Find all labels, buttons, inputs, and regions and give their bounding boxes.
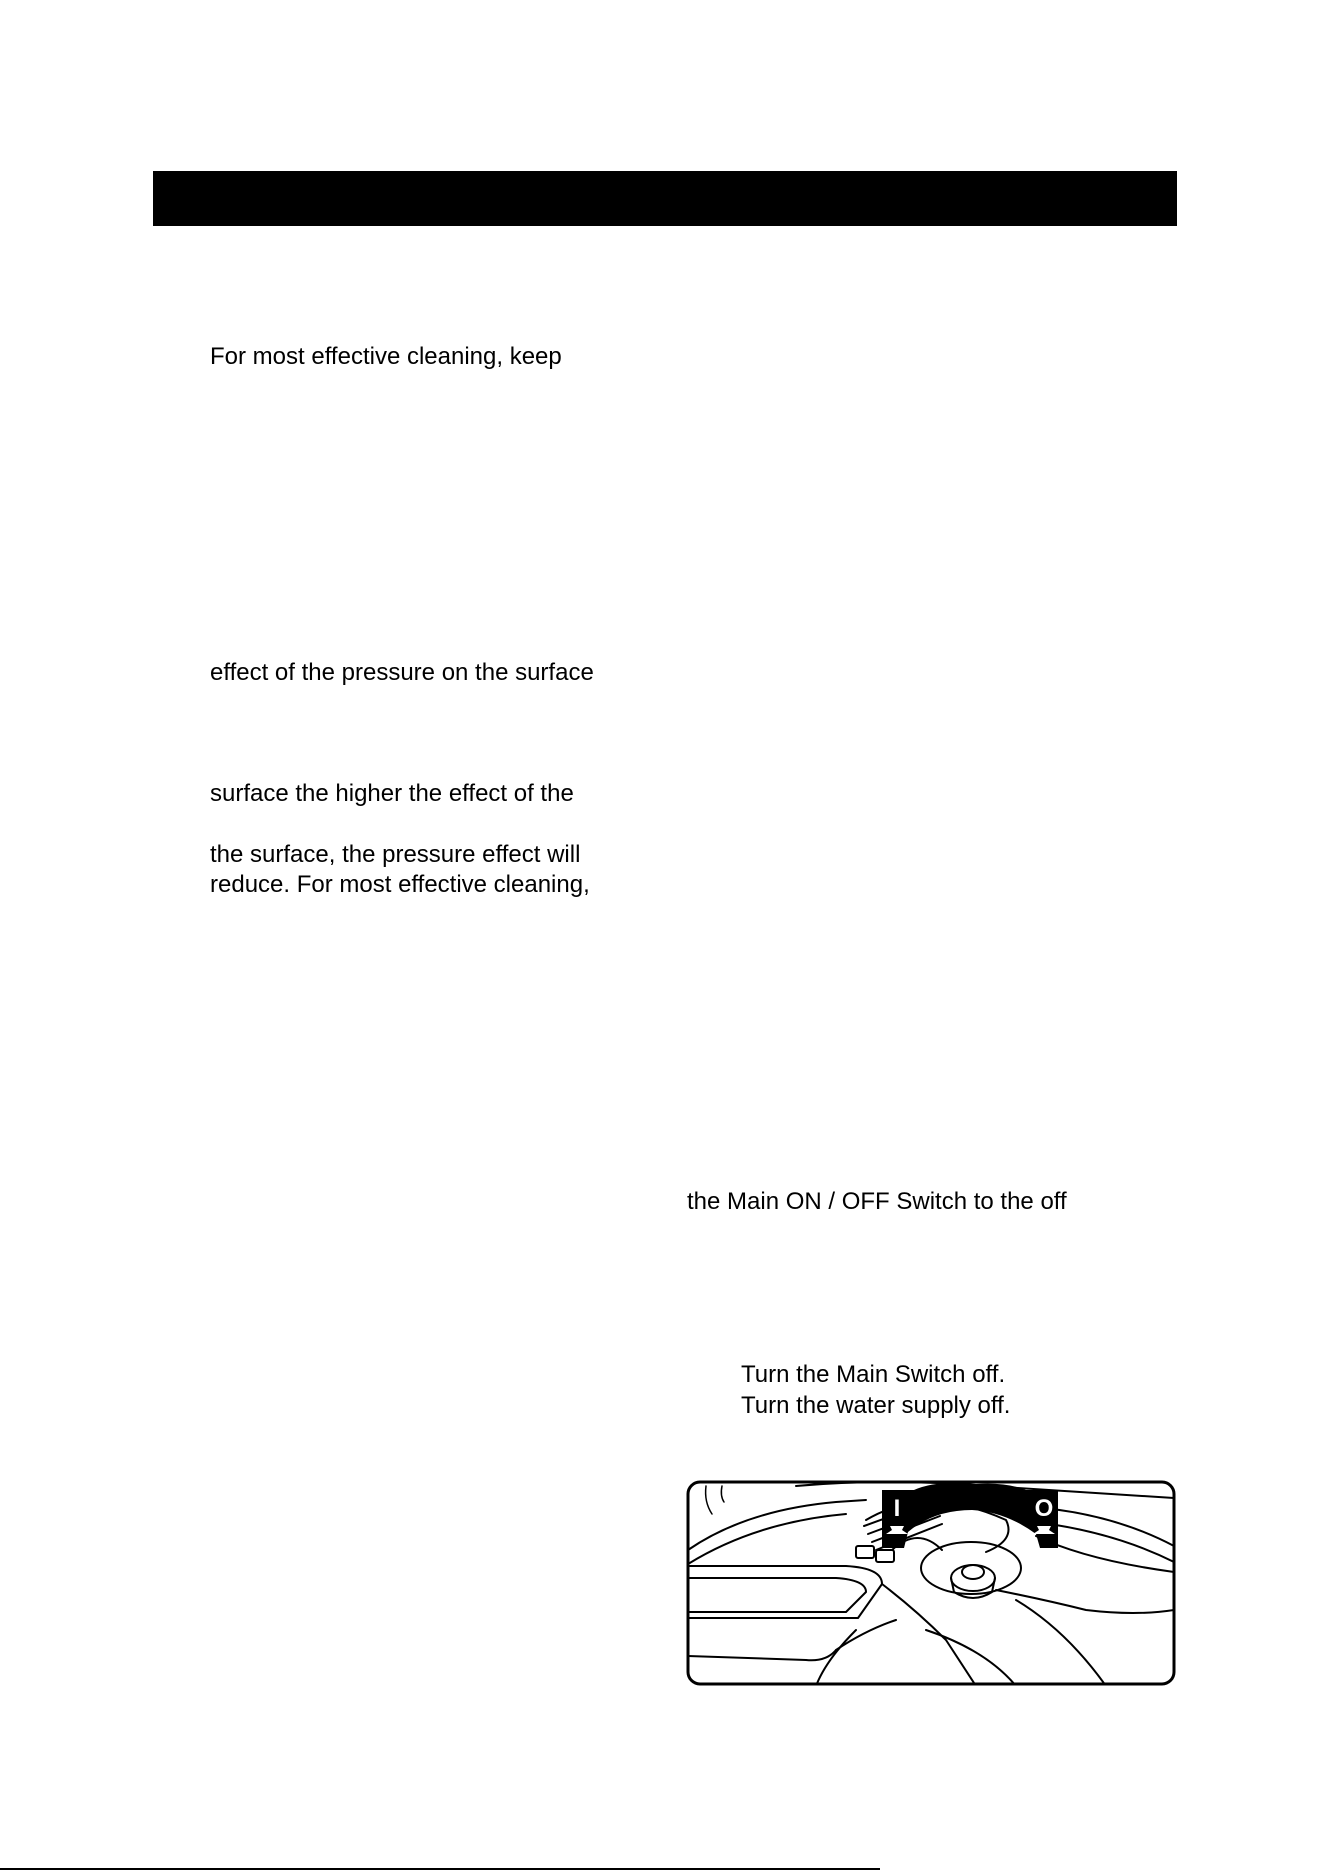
- body-text-line: the Main ON / OFF Switch to the off: [687, 1188, 1067, 1215]
- body-text-line: the surface, the pressure effect will: [210, 841, 581, 868]
- footer-rule: [0, 1868, 880, 1870]
- step-text: Turn the water supply off.: [741, 1392, 1011, 1419]
- body-text-line: reduce. For most effective cleaning,: [210, 871, 590, 898]
- on-symbol: I: [893, 1495, 901, 1522]
- main-switch-illustration: [686, 1480, 1176, 1686]
- body-text-line: For most effective cleaning, keep: [210, 343, 562, 370]
- step-text: Turn the Main Switch off.: [741, 1361, 1006, 1388]
- off-symbol: O: [1034, 1495, 1054, 1522]
- body-text-line: effect of the pressure on the surface: [210, 659, 594, 686]
- section-header-bar: [153, 171, 1177, 226]
- body-text-line: surface the higher the effect of the: [210, 780, 574, 807]
